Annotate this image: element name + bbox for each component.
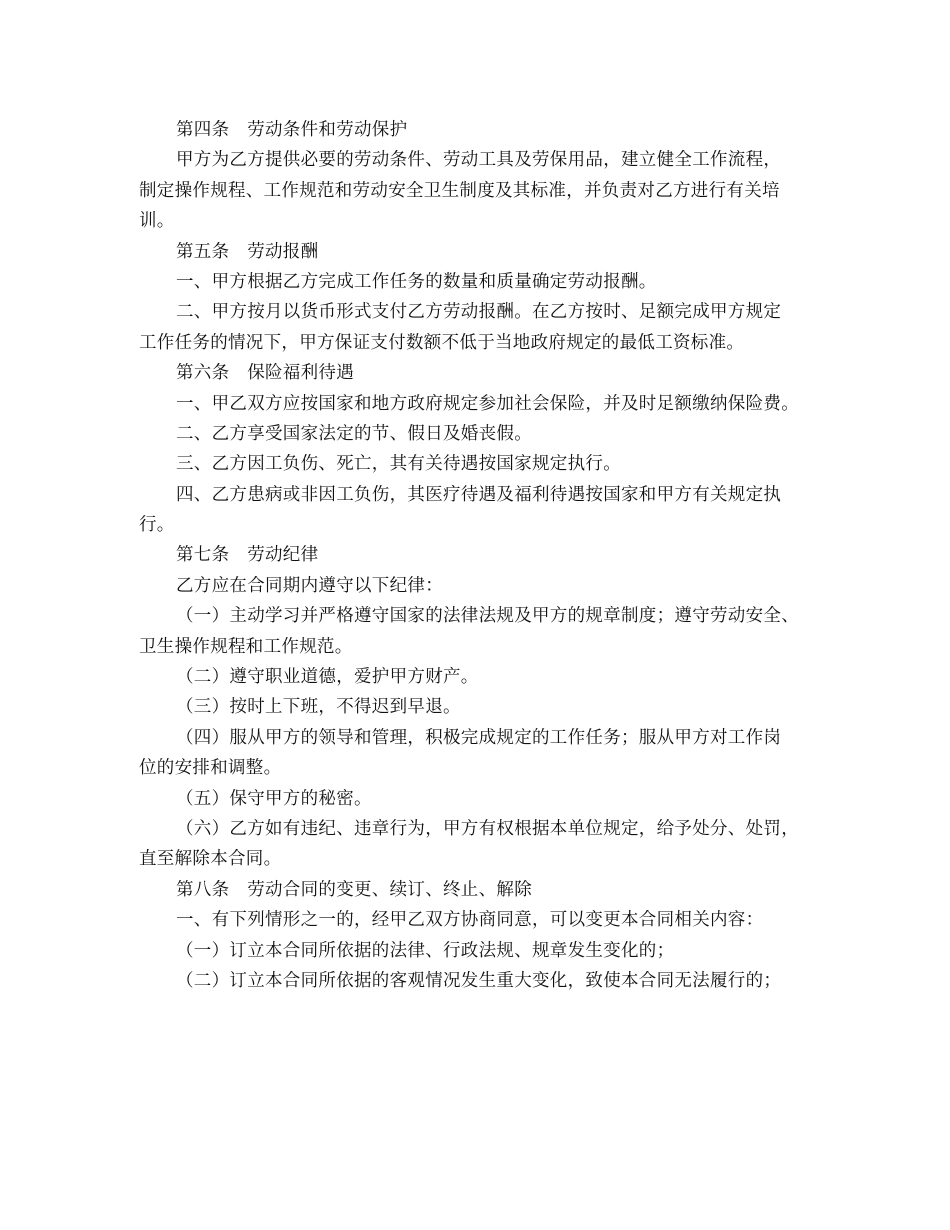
paragraph-line: 位的安排和调整。 <box>139 758 282 779</box>
article-8-heading: 第八条 劳动合同的变更、续订、终止、解除 <box>176 879 532 900</box>
paragraph-line: （三）按时上下班，不得迟到早退。 <box>176 697 461 718</box>
paragraph-line: 行。 <box>139 515 175 536</box>
document-body <box>139 115 829 996</box>
paragraph-line: 卫生操作规程和工作规范。 <box>139 636 353 657</box>
paragraph-line: 直至解除本合同。 <box>139 849 282 870</box>
paragraph-line: （二）订立本合同所依据的客观情况发生重大变化，致使本合同无法履行的； <box>176 970 782 991</box>
paragraph-line: 二、乙方享受国家法定的节、假日及婚丧假。 <box>176 423 532 444</box>
paragraph-line: （四）服从甲方的领导和管理，积极完成规定的工作任务；服从甲方对工作岗 <box>176 727 782 748</box>
paragraph-line: 制定操作规程、工作规范和劳动安全卫生制度及其标准，并负责对乙方进行有关培 <box>139 180 780 201</box>
article-5-heading: 第五条 劳动报酬 <box>176 241 319 262</box>
paragraph-line: 一、甲乙双方应按国家和地方政府规定参加社会保险，并及时足额缴纳保险费。 <box>176 393 799 414</box>
paragraph-line: （五）保守甲方的秘密。 <box>176 788 372 809</box>
paragraph-line: （一）主动学习并严格遵守国家的法律法规及甲方的规章制度；遵守劳动安全、 <box>176 606 799 627</box>
paragraph-line: （二）遵守职业道德，爱护甲方财产。 <box>176 667 479 688</box>
article-6-heading: 第六条 保险福利待遇 <box>176 363 354 384</box>
paragraph-line: 四、乙方患病或非因工负伤，其医疗待遇及福利待遇按国家和甲方有关规定执 <box>176 484 782 505</box>
article-4-heading: 第四条 劳动条件和劳动保护 <box>176 120 408 140</box>
paragraph-line: 乙方应在合同期内遵守以下纪律： <box>176 575 443 596</box>
paragraph-line: 三、乙方因工负伤、死亡，其有关待遇按国家规定执行。 <box>176 454 621 475</box>
paragraph-line: 二、甲方按月以货币形式支付乙方劳动报酬。在乙方按时、足额完成甲方规定 <box>176 302 782 323</box>
paragraph-line: 一、甲方根据乙方完成工作任务的数量和质量确定劳动报酬。 <box>176 271 657 292</box>
paragraph-line: 一、有下列情形之一的，经甲乙双方协商同意，可以变更本合同相关内容： <box>176 910 764 931</box>
paragraph-line: 工作任务的情况下，甲方保证支付数额不低于当地政府规定的最低工资标准。 <box>139 332 745 353</box>
paragraph-line: 训。 <box>139 211 175 232</box>
paragraph-line: （一）订立本合同所依据的法律、行政法规、规章发生变化的； <box>176 940 675 961</box>
paragraph-line: 甲方为乙方提供必要的劳动条件、劳动工具及劳保用品，建立健全工作流程， <box>176 150 782 171</box>
article-7-heading: 第七条 劳动纪律 <box>176 545 319 566</box>
paragraph-line: （六）乙方如有违纪、违章行为，甲方有权根据本单位规定，给予处分、处罚， <box>176 818 799 839</box>
